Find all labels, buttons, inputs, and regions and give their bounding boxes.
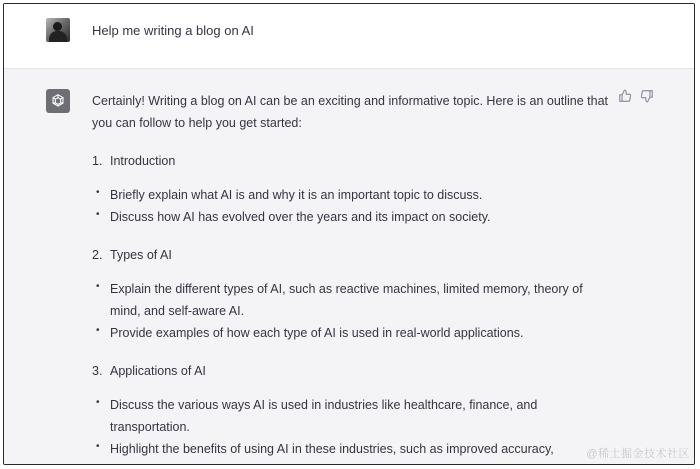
thumbs-down-icon[interactable] [640,89,654,103]
user-message-row [4,4,694,69]
section-number: 2. [92,248,103,262]
thumbs-up-icon[interactable] [618,89,632,103]
section-number: 1. [92,154,103,168]
assistant-message-content [92,90,612,460]
list-item: • Briefly explain what AI is and why it is an important topic to discuss. [92,184,612,206]
watermark: @稀土掘金技术社区 [586,448,690,460]
bullet-list-1 [92,184,612,228]
intro-text: Certainly! Writing a blog on AI can be an exciting and informative topic. Here is an outline that you can follow to help you get started: [92,94,609,130]
section-title: Applications of AI [110,364,206,378]
list-item: • Discuss the various ways AI is used in industries like healthcare, finance, and transportation. [92,394,612,438]
user-avatar [46,18,70,42]
chat-window [3,3,695,465]
bullet-list-2 [92,278,612,344]
section-title: Introduction [110,154,176,168]
list-item: • Explain the different types of AI, such as reactive machines, limited memory, theory of mind, and self-aware AI. [92,278,612,322]
bullet-list-3 [92,394,612,460]
section-number: 3. [92,364,103,378]
list-item: • Discuss how AI has evolved over the years and its impact on society. [92,206,612,228]
section-heading-2 [92,244,612,266]
list-item: • Provide examples of how each type of AI is used in real-world applications. [92,322,612,344]
feedback-actions [618,89,654,103]
list-item: • Highlight the benefits of using AI in these industries, such as improved accuracy, [92,438,612,460]
assistant-message-row [4,69,694,465]
user-message-text: Help me writing a blog on AI [92,23,254,38]
section-heading-3 [92,360,612,382]
section-title: Types of AI [110,248,172,262]
openai-logo-icon [46,89,70,113]
section-heading-1 [92,150,612,172]
